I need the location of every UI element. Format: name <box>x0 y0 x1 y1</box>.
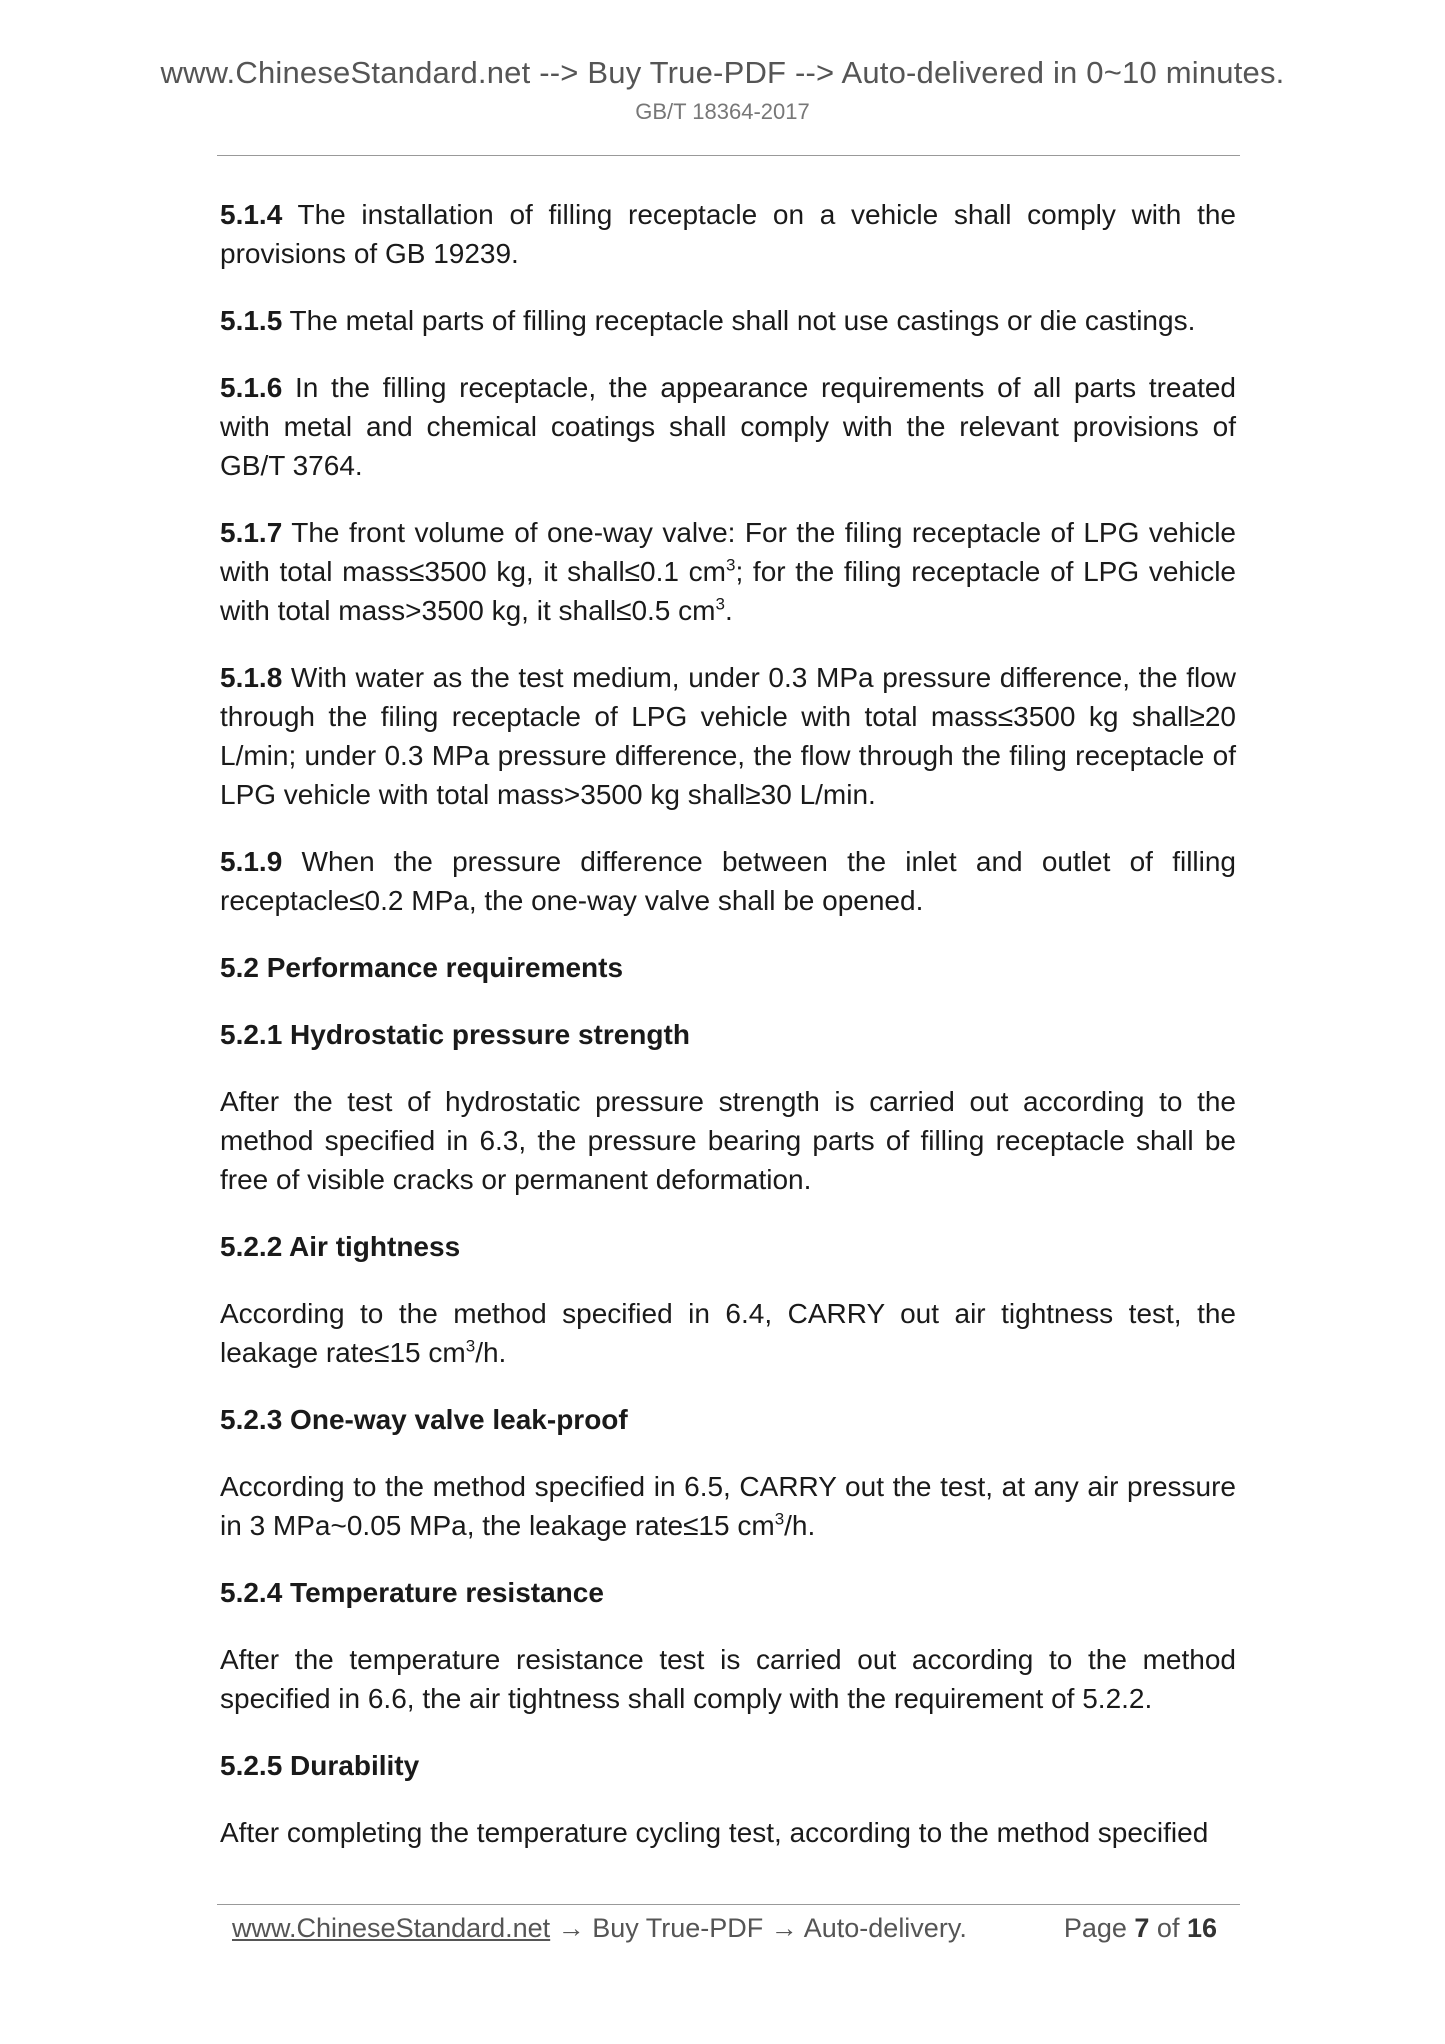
page-number: 7 <box>1134 1913 1150 1943</box>
section-heading-5-2-4: 5.2.4 Temperature resistance <box>220 1577 604 1608</box>
clause-text: /h. <box>784 1510 816 1541</box>
superscript: 3 <box>725 555 736 575</box>
site-link[interactable]: www.ChineseStandard.net <box>232 1913 551 1943</box>
footer-promo <box>232 1913 967 1944</box>
footer-divider <box>217 1904 1240 1905</box>
superscript: 3 <box>715 594 725 614</box>
clause-text: The metal parts of filling receptacle shall not use castings or die castings. <box>282 305 1196 336</box>
section-heading-5-2-2: 5.2.2 Air tightness <box>220 1231 461 1262</box>
footer-promo-text: → Buy True-PDF → Auto-delivery. <box>550 1913 967 1943</box>
clause-number: 5.1.8 <box>220 662 283 693</box>
standard-code: GB/T 18364-2017 <box>635 99 810 124</box>
header-divider <box>217 155 1240 156</box>
clause-5-1-5 <box>220 301 1236 340</box>
clause-text: With water as the test medium, under 0.3 MPa pressure difference, the flow through the filing receptacle of LPG vehicle with total mass≤3500 kg shall≥20 L/min; under 0.3 MPa pressure difference, the flow through the filing receptacle of LPG vehicle with total mass>3500 kg shall≥30 L/min. <box>220 662 1236 810</box>
clause-number: 5.1.7 <box>220 517 283 548</box>
clause-5-2-5-text: After completing the temperature cycling test, according to the method specified <box>220 1817 1209 1848</box>
clause-5-1-6 <box>220 368 1236 485</box>
of-label: of <box>1149 1913 1187 1943</box>
page-indicator <box>1064 1913 1217 1944</box>
clause-5-2-4-text: After the temperature resistance test is carried out according to the method specified in 6.6, the air tightness shall comply with the requirement of 5.2.2. <box>220 1644 1236 1714</box>
page-footer <box>232 1913 1217 1944</box>
page-label: Page <box>1063 1913 1135 1943</box>
clause-5-2-2-text <box>220 1294 1236 1372</box>
section-heading-5-2-5: 5.2.5 Durability <box>220 1750 420 1781</box>
section-heading-5-2: 5.2 Performance requirements <box>220 952 624 983</box>
superscript: 3 <box>465 1336 476 1356</box>
clause-5-2-1-text: After the test of hydrostatic pressure strength is carried out according to the method specified in 6.3, the pressure bearing parts of filling receptacle shall be free of visible cracks or permanent deformation. <box>220 1086 1236 1195</box>
clause-5-2-3-text <box>220 1467 1236 1545</box>
clause-text: The installation of filling receptacle on a vehicle shall comply with the provisions of GB 19239. <box>220 199 1236 269</box>
clause-5-1-9 <box>220 842 1236 920</box>
clause-5-1-4 <box>220 195 1236 273</box>
clause-number: 5.1.6 <box>220 372 283 403</box>
page-total: 16 <box>1186 1913 1217 1943</box>
document-body <box>220 195 1236 1880</box>
clause-number: 5.1.5 <box>220 305 283 336</box>
header-promo-text: www.ChineseStandard.net --> Buy True-PDF --> Auto-delivered in 0~10 minutes. <box>160 55 1285 90</box>
clause-number: 5.1.4 <box>220 199 283 230</box>
clause-text: According to the method specified in 6.4, CARRY out air tightness test, the leakage rate≤15 cm <box>220 1298 1236 1368</box>
clause-text: ; for the filing receptacle of LPG vehicle with total mass>3500 kg, it shall≤0.5 cm <box>220 556 1236 626</box>
clause-text: In the filling receptacle, the appearance requirements of all parts treated with metal and chemical coatings shall comply with the relevant provisions of GB/T 3764. <box>220 372 1236 481</box>
page-header <box>0 55 1445 125</box>
clause-text: According to the method specified in 6.5, CARRY out the test, at any air pressure in 3 MPa~0.05 MPa, the leakage rate≤15 cm <box>220 1471 1236 1541</box>
section-heading-5-2-3: 5.2.3 One-way valve leak-proof <box>220 1404 628 1435</box>
clause-5-1-7 <box>220 513 1236 630</box>
section-heading-5-2-1: 5.2.1 Hydrostatic pressure strength <box>220 1019 690 1050</box>
clause-number: 5.1.9 <box>220 846 283 877</box>
clause-text: When the pressure difference between the inlet and outlet of filling receptacle≤0.2 MPa, the one-way valve shall be opened. <box>220 846 1236 916</box>
clause-text: /h. <box>475 1337 507 1368</box>
clause-text: The front volume of one-way valve: For the filing receptacle of LPG vehicle with total mass≤3500 kg, it shall≤0.1 cm <box>220 517 1236 587</box>
superscript: 3 <box>774 1509 785 1529</box>
clause-text: . <box>724 595 733 626</box>
clause-5-1-8 <box>220 658 1236 814</box>
